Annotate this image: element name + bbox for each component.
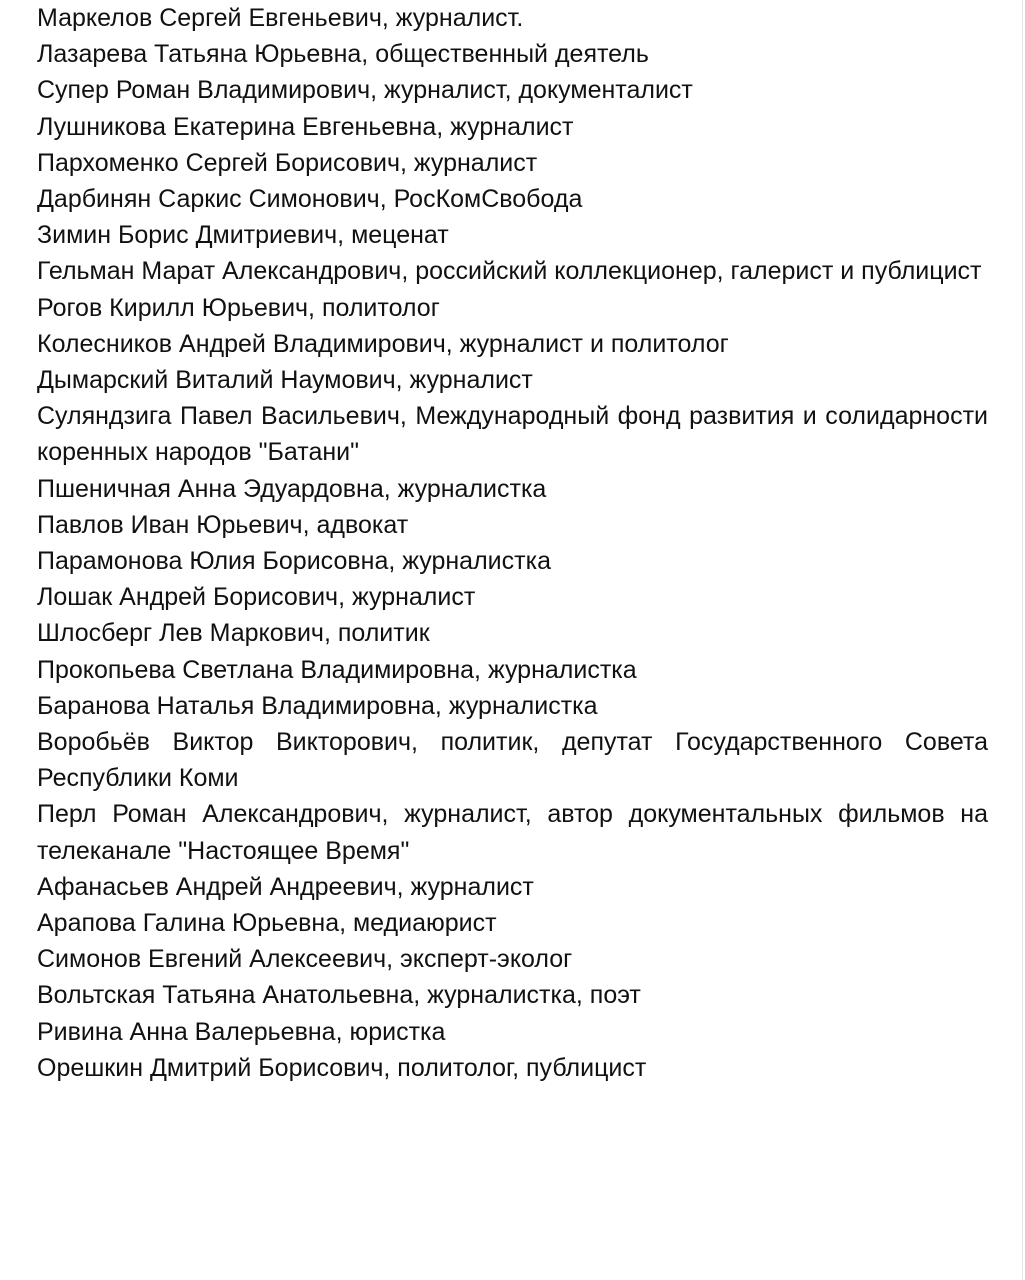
list-item: Парамонова Юлия Борисовна, журналистка — [37, 547, 551, 576]
list-item: Шлосберг Лев Маркович, политик — [37, 619, 430, 648]
list-item: Супер Роман Владимирович, журналист, документалист — [37, 76, 693, 105]
list-item: Воробьёв Виктор Викторович, политик, депутат Государственного Совета Республики Коми — [37, 728, 988, 793]
list-item: Суляндзига Павел Васильевич, Международный фонд развития и солидарности коренных народов "Батани" — [37, 402, 988, 467]
list-item: Перл Роман Александрович, журналист, автор документальных фильмов на телеканале "Настоящее Время" — [37, 800, 988, 865]
list-item: Дарбинян Саркис Симонович, РосКомСвобода — [37, 185, 583, 214]
list-item: Симонов Евгений Алексеевич, эксперт-эколог — [37, 945, 573, 974]
list-item: Арапова Галина Юрьевна, медиаюрист — [37, 909, 497, 938]
list-item: Ривина Анна Валерьевна, юристка — [37, 1017, 446, 1046]
list-item: Гельман Марат Александрович, российский коллекционер, галерист и публицист — [37, 257, 982, 286]
list-item: Вольтская Татьяна Анатольевна, журналистка, поэт — [37, 981, 641, 1010]
list-item: Зимин Борис Дмитриевич, меценат — [37, 221, 449, 250]
list-item: Лушникова Екатерина Евгеньевна, журналист — [37, 112, 574, 141]
list-item: Маркелов Сергей Евгеньевич, журналист. — [37, 4, 524, 32]
list-item: Афанасьев Андрей Андреевич, журналист — [37, 872, 534, 901]
page-edge-divider — [1022, 0, 1023, 1280]
list-item: Пархоменко Сергей Борисович, журналист — [37, 148, 538, 177]
list-item: Лазарева Татьяна Юрьевна, общественный деятель — [37, 40, 649, 69]
list-item: Орешкин Дмитрий Борисович, политолог, публицист — [37, 1053, 647, 1082]
list-item: Колесников Андрей Владимирович, журналист и политолог — [37, 329, 729, 358]
name-list — [37, 0, 988, 1086]
list-item: Лошак Андрей Борисович, журналист — [37, 583, 476, 612]
list-item: Прокопьева Светлана Владимировна, журналистка — [37, 655, 637, 684]
list-item: Рогов Кирилл Юрьевич, политолог — [37, 293, 440, 322]
list-item: Баранова Наталья Владимировна, журналистка — [37, 691, 598, 720]
list-item: Павлов Иван Юрьевич, адвокат — [37, 510, 409, 539]
list-item: Пшеничная Анна Эдуардовна, журналистка — [37, 474, 547, 503]
list-item: Дымарский Виталий Наумович, журналист — [37, 366, 533, 395]
